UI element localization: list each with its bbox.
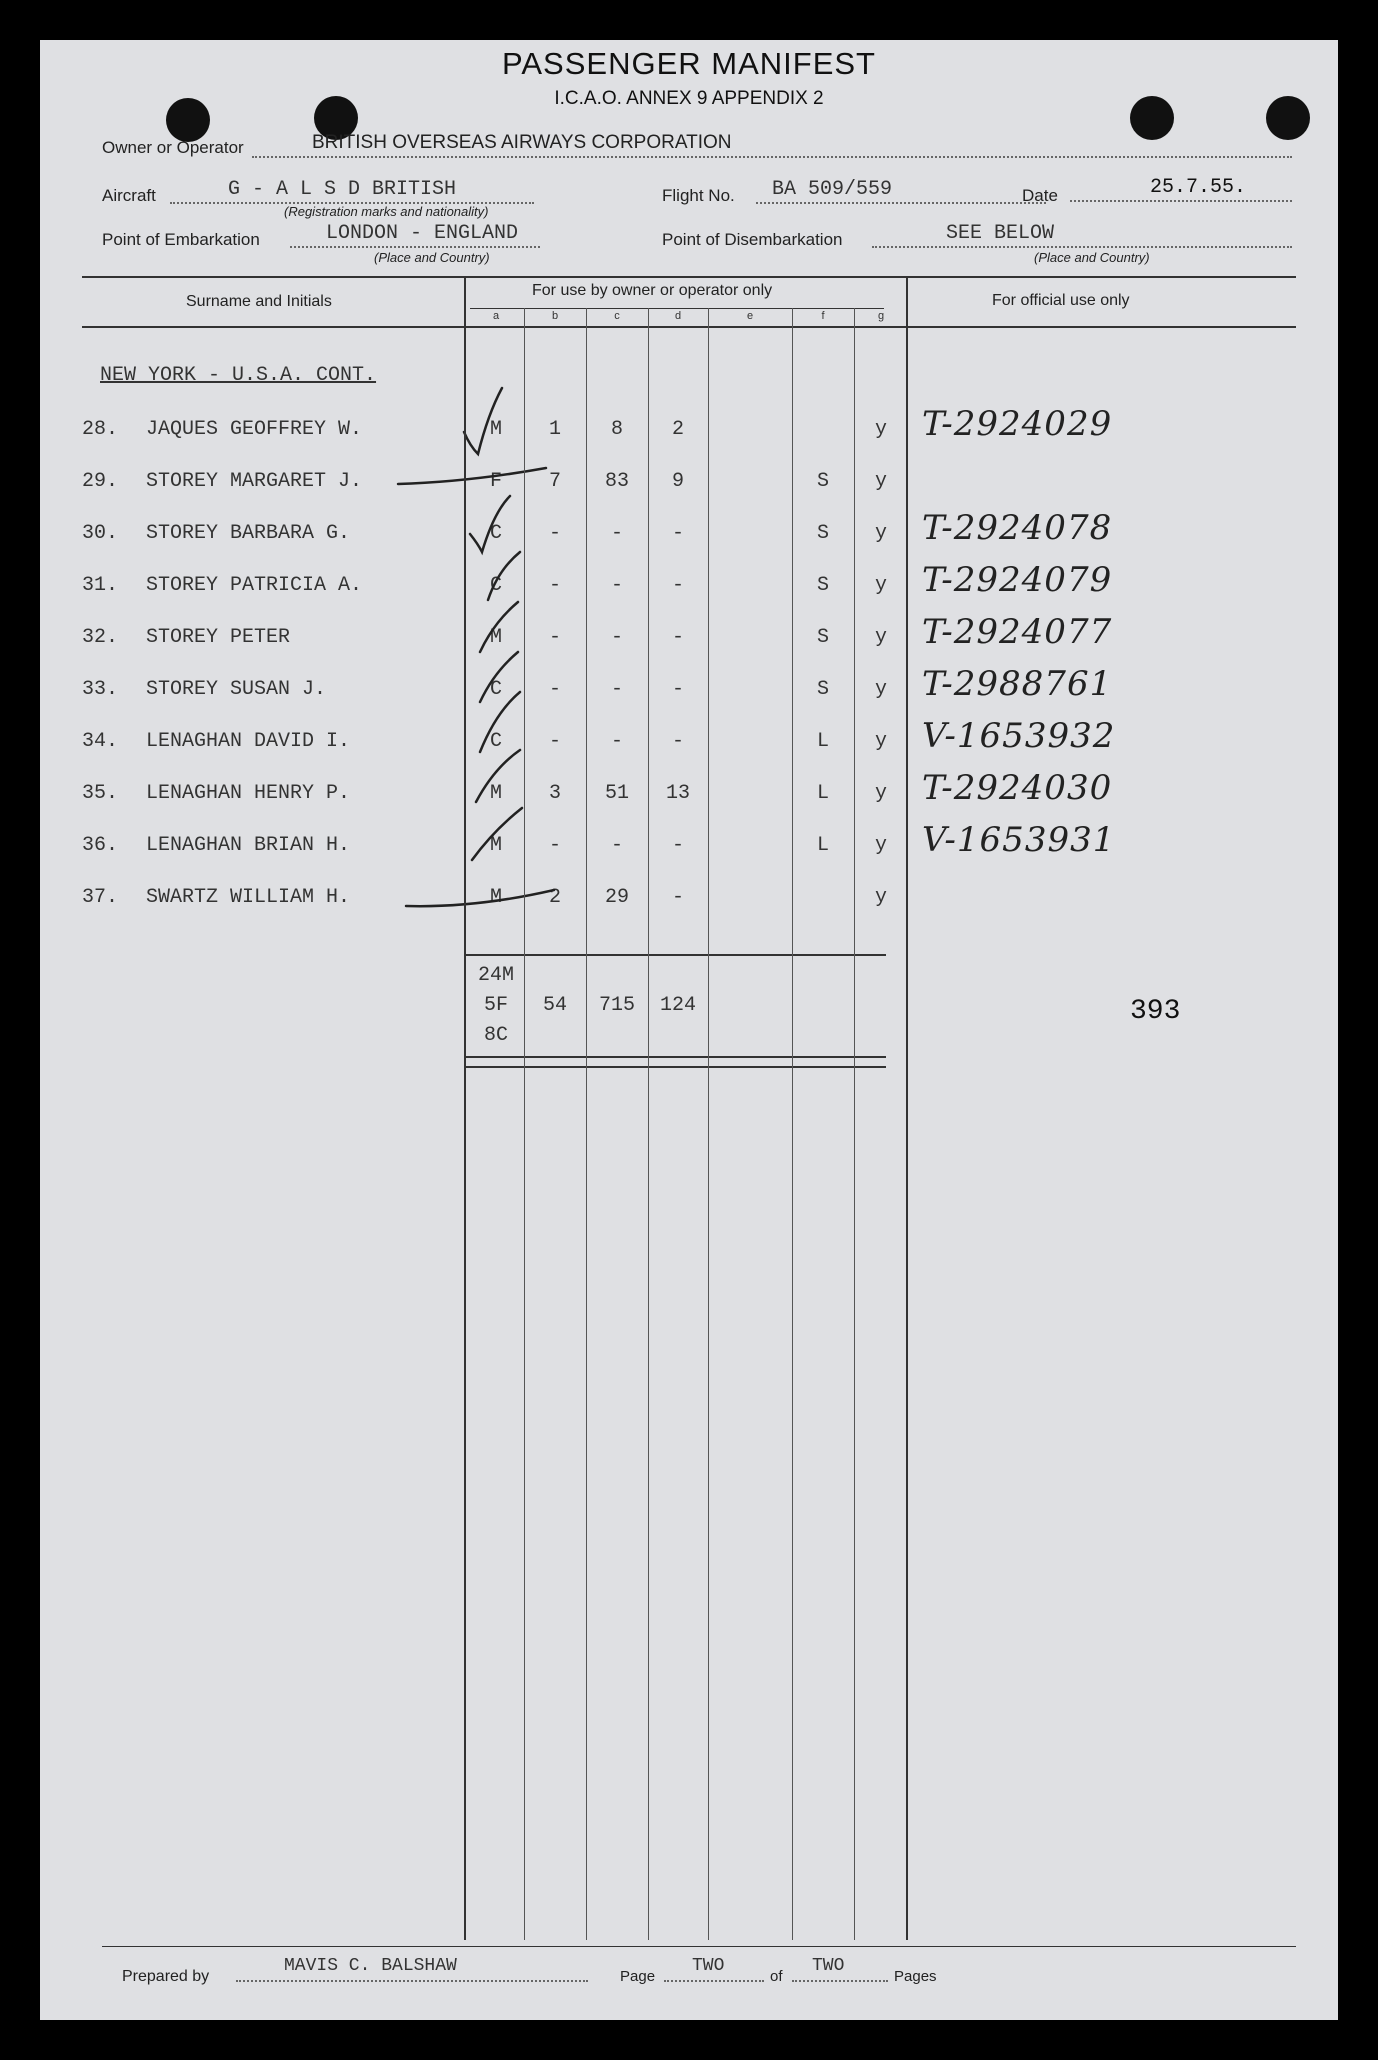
cell-f: L	[816, 730, 829, 753]
row-number: 31.	[82, 574, 119, 597]
cell-a: C	[489, 678, 502, 701]
cell-a: C	[489, 522, 502, 545]
cell-g: y	[874, 574, 887, 597]
tick-marks	[40, 40, 1338, 2020]
tick-30	[470, 496, 510, 552]
flight-value: BA 509/559	[772, 178, 893, 201]
prepared-value: MAVIS C. BALSHAW	[284, 1956, 457, 1976]
cell-b: -	[548, 522, 561, 545]
cell-b: -	[548, 574, 561, 597]
cell-c: -	[610, 834, 623, 857]
passenger-name: SWARTZ WILLIAM H.	[146, 886, 351, 909]
aircraft-note: (Registration marks and nationality)	[284, 204, 489, 219]
page-value: TWO	[692, 1956, 725, 1976]
cell-c: 8	[610, 418, 623, 441]
page-subtitle: I.C.A.O. ANNEX 9 APPENDIX 2	[554, 88, 824, 109]
date-value: 25.7.55.	[1150, 176, 1247, 199]
header-surname: Surname and Initials	[186, 293, 332, 310]
cell-c: 51	[604, 782, 629, 805]
header-owner-use: For use by owner or operator only	[532, 282, 773, 299]
subheader-d: d	[674, 310, 682, 322]
cell-a: M	[489, 782, 502, 805]
column-rule-left	[464, 276, 466, 1940]
tick-37	[406, 890, 554, 906]
cell-d: -	[671, 886, 684, 909]
passenger-name: LENAGHAN BRIAN H.	[146, 834, 351, 857]
cell-f: S	[816, 574, 829, 597]
subheader-e: e	[746, 310, 754, 322]
passenger-name: LENAGHAN DAVID I.	[146, 730, 351, 753]
subheader-b: b	[551, 310, 559, 322]
official-number: V-1653932	[922, 716, 1116, 756]
tick-31	[488, 552, 520, 600]
cell-g: y	[874, 834, 887, 857]
cell-f: S	[816, 470, 829, 493]
cell-d: 13	[665, 782, 690, 805]
official-number: T-2924029	[922, 404, 1113, 444]
of-value: TWO	[812, 1956, 845, 1976]
tick-28	[464, 388, 502, 454]
embark-value: LONDON - ENGLAND	[326, 222, 519, 245]
disembark-value: SEE BELOW	[946, 222, 1055, 245]
total-a-line: 24M	[477, 964, 514, 987]
pages-label: Pages	[894, 1968, 937, 1985]
passenger-name: STOREY BARBARA G.	[146, 522, 351, 545]
row-number: 35.	[82, 782, 119, 805]
of-label: of	[770, 1968, 783, 1985]
column-rule-5	[792, 308, 793, 1940]
cell-b: -	[548, 678, 561, 701]
cell-g: y	[874, 418, 887, 441]
page-title: PASSENGER MANIFEST	[502, 46, 876, 81]
cell-a: C	[489, 574, 502, 597]
official-number: T-2924030	[922, 768, 1113, 808]
cell-f: S	[816, 626, 829, 649]
cell-c: 83	[604, 470, 629, 493]
cell-g: y	[874, 886, 887, 909]
cell-g: y	[874, 626, 887, 649]
row-number: 36.	[82, 834, 119, 857]
subheader-c: c	[614, 310, 620, 322]
column-rule-3	[648, 308, 649, 1940]
cell-d: 9	[671, 470, 684, 493]
cell-d: -	[671, 626, 684, 649]
embark-note: (Place and Country)	[374, 250, 490, 265]
cell-b: -	[548, 834, 561, 857]
of-dotted-line	[792, 1980, 888, 1982]
cell-c: -	[610, 574, 623, 597]
total-a-line: 8C	[483, 1024, 508, 1047]
cell-f: L	[816, 834, 829, 857]
cell-g: y	[874, 730, 887, 753]
column-rule-right	[906, 276, 908, 1940]
cell-d: -	[671, 522, 684, 545]
aircraft-label: Aircraft	[102, 186, 156, 205]
subheader-a: a	[492, 310, 500, 322]
header-official: For official use only	[992, 292, 1130, 309]
subheader-g: g	[877, 310, 885, 322]
cell-g: y	[874, 678, 887, 701]
cell-b: 7	[548, 470, 561, 493]
row-number: 33.	[82, 678, 119, 701]
cell-c: 29	[604, 886, 629, 909]
total-d: 124	[659, 994, 696, 1017]
cell-g: y	[874, 522, 887, 545]
owner-value: BRITISH OVERSEAS AIRWAYS CORPORATION	[312, 132, 732, 153]
cell-c: -	[610, 522, 623, 545]
official-number: T-2924078	[922, 508, 1113, 548]
total-b: 54	[542, 994, 567, 1017]
tick-35	[476, 750, 520, 802]
column-rule-1	[524, 308, 525, 1940]
official-number: T-2988761	[922, 664, 1113, 704]
page-label: Page	[620, 1968, 656, 1985]
passenger-name: STOREY SUSAN J.	[146, 678, 327, 701]
column-rule-4	[708, 308, 709, 1940]
tick-32	[480, 602, 518, 652]
embark-label: Point of Embarkation	[102, 230, 260, 249]
footer-rule	[102, 1946, 1296, 1947]
cell-c: -	[610, 678, 623, 701]
cell-g: y	[874, 782, 887, 805]
cell-c: -	[610, 730, 623, 753]
total-c: 715	[598, 994, 635, 1017]
cell-b: -	[548, 626, 561, 649]
cell-d: 2	[671, 418, 684, 441]
official-number: T-2924079	[922, 560, 1113, 600]
tick-36	[472, 808, 522, 860]
cell-d: -	[671, 730, 684, 753]
disembark-note: (Place and Country)	[1034, 250, 1150, 265]
subheader-f: f	[821, 310, 825, 322]
row-number: 30.	[82, 522, 119, 545]
row-number: 32.	[82, 626, 119, 649]
cell-b: 2	[548, 886, 561, 909]
passenger-name: LENAGHAN HENRY P.	[146, 782, 351, 805]
date-label: Date	[1022, 186, 1058, 205]
cell-d: -	[671, 834, 684, 857]
row-number: 34.	[82, 730, 119, 753]
cell-a: C	[489, 730, 502, 753]
cell-c: -	[610, 626, 623, 649]
section-heading: NEW YORK - U.S.A. CONT.	[100, 364, 377, 387]
cell-f: S	[816, 678, 829, 701]
official-number: V-1653931	[922, 820, 1116, 860]
passenger-name: STOREY PETER	[146, 626, 291, 649]
cell-f: L	[816, 782, 829, 805]
official-number: T-2924077	[922, 612, 1113, 652]
stamp-number: 393	[1130, 996, 1181, 1027]
cell-a: M	[489, 418, 502, 441]
passenger-name: STOREY PATRICIA A.	[146, 574, 363, 597]
prepared-label: Prepared by	[122, 1968, 210, 1985]
column-rule-2	[586, 308, 587, 1940]
row-number: 29.	[82, 470, 119, 493]
manifest-sheet	[40, 40, 1338, 2020]
cell-b: 1	[548, 418, 561, 441]
prepared-dotted-line	[236, 1980, 588, 1982]
cell-g: y	[874, 470, 887, 493]
row-number: 28.	[82, 418, 119, 441]
row-number: 37.	[82, 886, 119, 909]
cell-d: -	[671, 574, 684, 597]
owner-label: Owner or Operator	[102, 138, 244, 157]
cell-f: S	[816, 522, 829, 545]
passenger-name: STOREY MARGARET J.	[146, 470, 363, 493]
page-dotted-line	[664, 1980, 764, 1982]
cell-a: F	[489, 470, 502, 493]
cell-b: -	[548, 730, 561, 753]
tick-34	[480, 692, 520, 752]
cell-a: M	[489, 834, 502, 857]
column-rule-6	[854, 308, 855, 1940]
cell-a: M	[489, 886, 502, 909]
cell-b: 3	[548, 782, 561, 805]
tick-33	[480, 652, 518, 702]
cell-a: M	[489, 626, 502, 649]
disembark-label: Point of Disembarkation	[662, 230, 843, 249]
cell-d: -	[671, 678, 684, 701]
passenger-name: JAQUES GEOFFREY W.	[146, 418, 363, 441]
aircraft-value: G - A L S D BRITISH	[228, 178, 457, 201]
total-a-line: 5F	[483, 994, 508, 1017]
flight-label: Flight No.	[662, 186, 735, 205]
